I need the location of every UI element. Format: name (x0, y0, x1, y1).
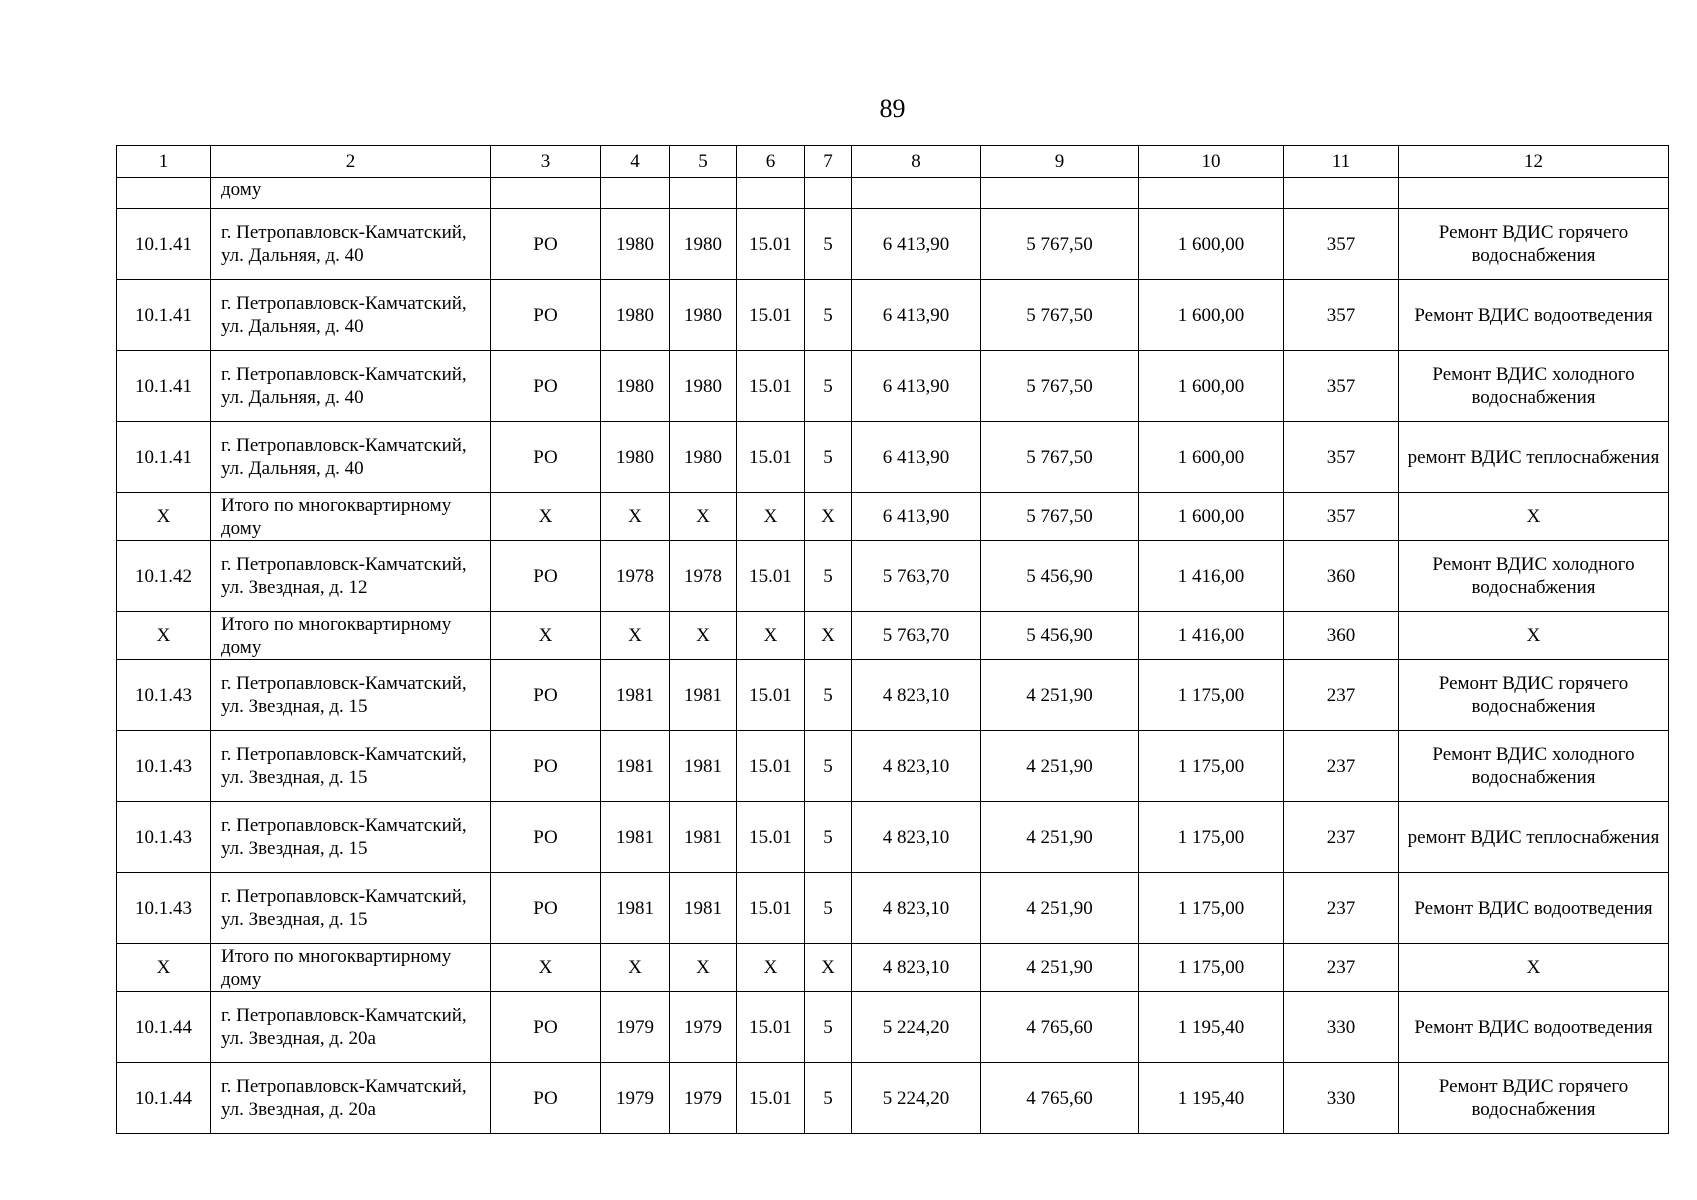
total-area-cell: 4 823,10 (852, 873, 981, 944)
build-year-cell: 1979 (670, 992, 737, 1063)
work-type-cell: X (1399, 612, 1669, 660)
table-row (117, 280, 1669, 351)
item-number-cell: 10.1.41 (117, 422, 211, 493)
commission-year-cell: 1980 (601, 422, 670, 493)
commission-year-cell: X (601, 612, 670, 660)
work-type-cell: Ремонт ВДИС горячего водоснабжения (1399, 660, 1669, 731)
ownership-form-cell: РО (491, 541, 601, 612)
commission-year-cell: 1981 (601, 660, 670, 731)
commission-year-cell: 1981 (601, 802, 670, 873)
work-type-cell: ремонт ВДИС теплоснабжения (1399, 422, 1669, 493)
header-cell: 6 (737, 146, 805, 178)
work-type-cell: Ремонт ВДИС холодного водоснабжения (1399, 541, 1669, 612)
ownership-form-cell: РО (491, 802, 601, 873)
ownership-form-cell: РО (491, 1063, 601, 1134)
work-type-cell: Ремонт ВДИС водоотведения (1399, 873, 1669, 944)
ownership-form-cell: РО (491, 992, 601, 1063)
total-area-cell: 6 413,90 (852, 209, 981, 280)
common-area-cell: 1 195,40 (1139, 992, 1284, 1063)
floors-cell: 5 (805, 992, 852, 1063)
build-year-cell: X (670, 612, 737, 660)
common-area-cell: 1 416,00 (1139, 541, 1284, 612)
residents-cell: 237 (1284, 802, 1399, 873)
ownership-form-cell: РО (491, 422, 601, 493)
work-type-cell: Ремонт ВДИС холодного водоснабжения (1399, 351, 1669, 422)
work-code-cell: X (737, 493, 805, 541)
work-code-cell: 15.01 (737, 209, 805, 280)
ownership-form-cell: РО (491, 731, 601, 802)
build-year-cell: 1980 (670, 351, 737, 422)
total-row (117, 612, 1669, 660)
build-year-cell: 1978 (670, 541, 737, 612)
common-area-cell: 1 175,00 (1139, 731, 1284, 802)
ownership-form-cell: X (491, 493, 601, 541)
address-cell: г. Петропавловск-Камчатский, ул. Дальняя, д. 40 (211, 280, 491, 351)
ownership-form-cell: РО (491, 660, 601, 731)
commission-year-cell: 1978 (601, 541, 670, 612)
work-type-cell: Ремонт ВДИС горячего водоснабжения (1399, 209, 1669, 280)
common-area-cell: 1 600,00 (1139, 351, 1284, 422)
work-code-cell: X (737, 944, 805, 992)
empty-cell (491, 178, 601, 209)
total-area-cell: 5 224,20 (852, 1063, 981, 1134)
item-number-cell: 10.1.41 (117, 209, 211, 280)
header-cell: 12 (1399, 146, 1669, 178)
work-code-cell: 15.01 (737, 1063, 805, 1134)
empty-cell (1284, 178, 1399, 209)
header-cell: 10 (1139, 146, 1284, 178)
header-cell: 11 (1284, 146, 1399, 178)
ownership-form-cell: X (491, 612, 601, 660)
floors-cell: X (805, 493, 852, 541)
ownership-form-cell: X (491, 944, 601, 992)
work-code-cell: 15.01 (737, 422, 805, 493)
item-number-cell: X (117, 493, 211, 541)
floors-cell: X (805, 612, 852, 660)
item-number-cell: 10.1.44 (117, 992, 211, 1063)
address-cell: Итого по многоквартирному дому (211, 944, 491, 992)
table-row (117, 992, 1669, 1063)
residents-cell: 357 (1284, 422, 1399, 493)
table-row (117, 873, 1669, 944)
work-code-cell: 15.01 (737, 873, 805, 944)
build-year-cell: 1981 (670, 802, 737, 873)
common-area-cell: 1 600,00 (1139, 493, 1284, 541)
floors-cell: 5 (805, 873, 852, 944)
build-year-cell: X (670, 493, 737, 541)
address-cell: г. Петропавловск-Камчатский, ул. Дальняя, д. 40 (211, 351, 491, 422)
residents-cell: 357 (1284, 493, 1399, 541)
table-row (117, 422, 1669, 493)
header-cell: 8 (852, 146, 981, 178)
living-area-cell: 5 456,90 (981, 612, 1139, 660)
item-number-cell: X (117, 944, 211, 992)
living-area-cell: 5 767,50 (981, 209, 1139, 280)
empty-cell (1399, 178, 1669, 209)
common-area-cell: 1 175,00 (1139, 944, 1284, 992)
item-number-cell: 10.1.41 (117, 280, 211, 351)
floors-cell: 5 (805, 209, 852, 280)
header-cell: 5 (670, 146, 737, 178)
residents-cell: 237 (1284, 660, 1399, 731)
living-area-cell: 5 767,50 (981, 422, 1139, 493)
continuation-text: дому (211, 178, 491, 209)
column-number-header-row (117, 146, 1669, 178)
residents-cell: 360 (1284, 612, 1399, 660)
work-code-cell: X (737, 612, 805, 660)
common-area-cell: 1 600,00 (1139, 209, 1284, 280)
work-type-cell: Ремонт ВДИС горячего водоснабжения (1399, 1063, 1669, 1134)
build-year-cell: 1981 (670, 873, 737, 944)
empty-cell (981, 178, 1139, 209)
repair-program-table (116, 145, 1669, 1134)
item-number-cell: 10.1.43 (117, 731, 211, 802)
total-area-cell: 4 823,10 (852, 944, 981, 992)
commission-year-cell: 1979 (601, 1063, 670, 1134)
empty-cell (670, 178, 737, 209)
item-number-cell: X (117, 612, 211, 660)
total-area-cell: 4 823,10 (852, 660, 981, 731)
work-type-cell: X (1399, 493, 1669, 541)
build-year-cell: X (670, 944, 737, 992)
address-cell: г. Петропавловск-Камчатский, ул. Дальняя, д. 40 (211, 422, 491, 493)
empty-cell (117, 178, 211, 209)
total-area-cell: 6 413,90 (852, 422, 981, 493)
item-number-cell: 10.1.44 (117, 1063, 211, 1134)
ownership-form-cell: РО (491, 873, 601, 944)
common-area-cell: 1 175,00 (1139, 802, 1284, 873)
address-cell: г. Петропавловск-Камчатский, ул. Дальняя, д. 40 (211, 209, 491, 280)
ownership-form-cell: РО (491, 209, 601, 280)
table-row (117, 731, 1669, 802)
ownership-form-cell: РО (491, 280, 601, 351)
item-number-cell: 10.1.43 (117, 660, 211, 731)
work-type-cell: Ремонт ВДИС водоотведения (1399, 280, 1669, 351)
living-area-cell: 5 767,50 (981, 493, 1139, 541)
table-row (117, 660, 1669, 731)
living-area-cell: 5 767,50 (981, 280, 1139, 351)
floors-cell: 5 (805, 802, 852, 873)
table-row (117, 1063, 1669, 1134)
header-cell: 9 (981, 146, 1139, 178)
common-area-cell: 1 416,00 (1139, 612, 1284, 660)
common-area-cell: 1 600,00 (1139, 422, 1284, 493)
work-code-cell: 15.01 (737, 280, 805, 351)
floors-cell: 5 (805, 1063, 852, 1134)
address-cell: г. Петропавловск-Камчатский, ул. Звездная, д. 15 (211, 660, 491, 731)
living-area-cell: 4 251,90 (981, 944, 1139, 992)
common-area-cell: 1 175,00 (1139, 660, 1284, 731)
table-row (117, 541, 1669, 612)
header-cell: 2 (211, 146, 491, 178)
address-cell: г. Петропавловск-Камчатский, ул. Звездная, д. 15 (211, 802, 491, 873)
build-year-cell: 1979 (670, 1063, 737, 1134)
item-number-cell: 10.1.43 (117, 873, 211, 944)
living-area-cell: 4 765,60 (981, 1063, 1139, 1134)
table-row (117, 351, 1669, 422)
address-cell: г. Петропавловск-Камчатский, ул. Звездная, д. 20а (211, 992, 491, 1063)
header-cell: 7 (805, 146, 852, 178)
total-area-cell: 5 224,20 (852, 992, 981, 1063)
commission-year-cell: 1981 (601, 731, 670, 802)
build-year-cell: 1980 (670, 280, 737, 351)
empty-cell (601, 178, 670, 209)
residents-cell: 237 (1284, 731, 1399, 802)
living-area-cell: 4 765,60 (981, 992, 1139, 1063)
living-area-cell: 5 456,90 (981, 541, 1139, 612)
total-area-cell: 6 413,90 (852, 280, 981, 351)
living-area-cell: 4 251,90 (981, 731, 1139, 802)
total-area-cell: 6 413,90 (852, 351, 981, 422)
empty-cell (737, 178, 805, 209)
total-area-cell: 5 763,70 (852, 541, 981, 612)
residents-cell: 357 (1284, 351, 1399, 422)
total-area-cell: 6 413,90 (852, 493, 981, 541)
work-code-cell: 15.01 (737, 731, 805, 802)
residents-cell: 357 (1284, 280, 1399, 351)
address-cell: г. Петропавловск-Камчатский, ул. Звездная, д. 12 (211, 541, 491, 612)
address-cell: г. Петропавловск-Камчатский, ул. Звездная, д. 15 (211, 731, 491, 802)
work-code-cell: 15.01 (737, 802, 805, 873)
common-area-cell: 1 175,00 (1139, 873, 1284, 944)
commission-year-cell: X (601, 944, 670, 992)
commission-year-cell: 1980 (601, 280, 670, 351)
commission-year-cell: 1979 (601, 992, 670, 1063)
work-code-cell: 15.01 (737, 541, 805, 612)
header-cell: 1 (117, 146, 211, 178)
work-code-cell: 15.01 (737, 992, 805, 1063)
floors-cell: 5 (805, 280, 852, 351)
floors-cell: 5 (805, 660, 852, 731)
total-row (117, 493, 1669, 541)
floors-cell: 5 (805, 541, 852, 612)
empty-cell (852, 178, 981, 209)
residents-cell: 237 (1284, 944, 1399, 992)
build-year-cell: 1981 (670, 731, 737, 802)
work-type-cell: Ремонт ВДИС холодного водоснабжения (1399, 731, 1669, 802)
build-year-cell: 1980 (670, 422, 737, 493)
work-code-cell: 15.01 (737, 660, 805, 731)
floors-cell: X (805, 944, 852, 992)
floors-cell: 5 (805, 422, 852, 493)
residents-cell: 360 (1284, 541, 1399, 612)
residents-cell: 357 (1284, 209, 1399, 280)
living-area-cell: 4 251,90 (981, 802, 1139, 873)
header-cell: 4 (601, 146, 670, 178)
header-cell: 3 (491, 146, 601, 178)
address-cell: Итого по многоквартирному дому (211, 493, 491, 541)
common-area-cell: 1 600,00 (1139, 280, 1284, 351)
table-body (117, 146, 1669, 1134)
living-area-cell: 4 251,90 (981, 660, 1139, 731)
floors-cell: 5 (805, 351, 852, 422)
total-area-cell: 4 823,10 (852, 802, 981, 873)
address-cell: г. Петропавловск-Камчатский, ул. Звездная, д. 15 (211, 873, 491, 944)
commission-year-cell: 1981 (601, 873, 670, 944)
address-cell: г. Петропавловск-Камчатский, ул. Звездная, д. 20а (211, 1063, 491, 1134)
empty-cell (1139, 178, 1284, 209)
work-code-cell: 15.01 (737, 351, 805, 422)
commission-year-cell: X (601, 493, 670, 541)
table-row (117, 802, 1669, 873)
residents-cell: 237 (1284, 873, 1399, 944)
total-area-cell: 4 823,10 (852, 731, 981, 802)
work-type-cell: X (1399, 944, 1669, 992)
living-area-cell: 5 767,50 (981, 351, 1139, 422)
empty-cell (805, 178, 852, 209)
item-number-cell: 10.1.42 (117, 541, 211, 612)
residents-cell: 330 (1284, 1063, 1399, 1134)
build-year-cell: 1981 (670, 660, 737, 731)
item-number-cell: 10.1.41 (117, 351, 211, 422)
build-year-cell: 1980 (670, 209, 737, 280)
total-area-cell: 5 763,70 (852, 612, 981, 660)
residents-cell: 330 (1284, 992, 1399, 1063)
item-number-cell: 10.1.43 (117, 802, 211, 873)
floors-cell: 5 (805, 731, 852, 802)
work-type-cell: Ремонт ВДИС водоотведения (1399, 992, 1669, 1063)
continuation-row (117, 178, 1669, 209)
commission-year-cell: 1980 (601, 209, 670, 280)
table-row (117, 209, 1669, 280)
common-area-cell: 1 195,40 (1139, 1063, 1284, 1134)
living-area-cell: 4 251,90 (981, 873, 1139, 944)
work-type-cell: ремонт ВДИС теплоснабжения (1399, 802, 1669, 873)
ownership-form-cell: РО (491, 351, 601, 422)
commission-year-cell: 1980 (601, 351, 670, 422)
address-cell: Итого по многоквартирному дому (211, 612, 491, 660)
page-number: 89 (879, 94, 906, 123)
total-row (117, 944, 1669, 992)
